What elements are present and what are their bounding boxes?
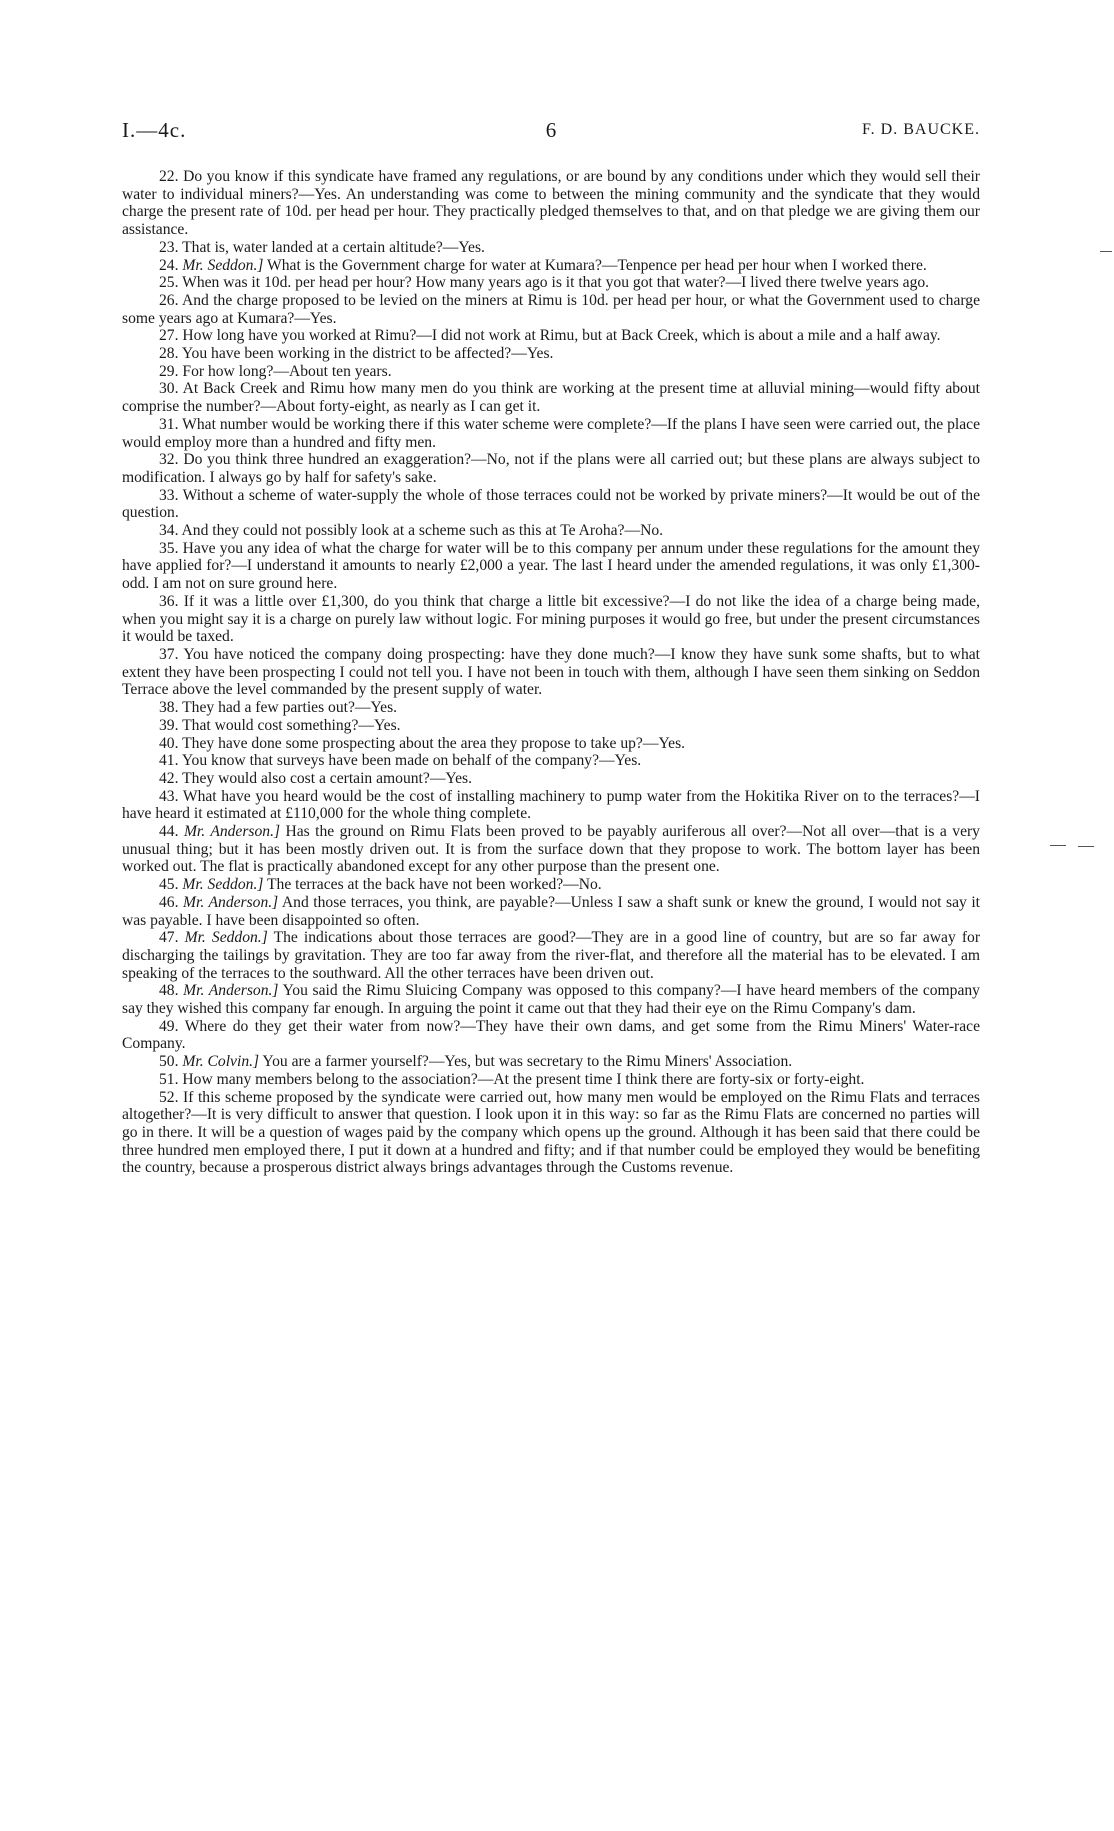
question-answer xyxy=(122,735,980,753)
question-answer xyxy=(122,982,980,1017)
margin-mark xyxy=(1078,846,1094,847)
question-text: The indications about those terraces are good?—They are in a good line of country, but are so far away for discharging the tailings by gravitation. They are too far away from the river-flat, and therefore all the material has to be elevated. I am speaking of the terraces to the southward. All the other terraces have been driven out. xyxy=(122,929,981,982)
question-answer xyxy=(122,1018,980,1053)
question-text: At Back Creek and Rimu how many men do you think are working at the present time at alluvial mining—would fifty about comprise the number?—About forty-eight, as nearly as I can get it. xyxy=(122,380,980,416)
question-number: 45. xyxy=(159,876,179,894)
question-text: If it was a little over £1,300, do you think that charge a little bit excessive?—I do not like the idea of a charge being made, when you might say it is a charge on purely law without logic. For mining purposes it would go free, but under the present circumstances it would be taxed. xyxy=(122,592,980,646)
question-number: 36. xyxy=(159,592,179,610)
question-number: 51. xyxy=(159,1070,179,1088)
question-answer xyxy=(122,292,980,327)
question-number: 31. xyxy=(159,415,179,433)
question-answer xyxy=(122,717,980,735)
question-text: Do you think three hundred an exaggeration?—No, not if the plans were all carried out; but these plans are always subject to modification. I always go by half for safety's sake. xyxy=(122,451,980,486)
question-text: You have been working in the district to be affected?—Yes. xyxy=(181,345,554,363)
questioner: Mr. Anderson.] xyxy=(183,823,281,841)
question-answer xyxy=(122,1071,980,1089)
margin-mark xyxy=(1050,845,1066,846)
question-number: 32. xyxy=(159,451,179,469)
questioner: Mr. Seddon.] xyxy=(182,256,264,274)
question-number: 37. xyxy=(159,645,179,663)
margin-mark xyxy=(1100,251,1112,252)
question-answer xyxy=(122,540,980,593)
question-answer xyxy=(122,239,980,257)
question-answer xyxy=(122,487,980,522)
question-number: 41. xyxy=(159,752,179,770)
questioner: Mr. Anderson.] xyxy=(183,893,279,911)
question-number: 23. xyxy=(159,238,179,256)
question-number: 38. xyxy=(159,699,179,717)
question-answer xyxy=(122,1089,980,1178)
question-text: You know that surveys have been made on behalf of the company?—Yes. xyxy=(181,752,642,770)
question-text: That is, water landed at a certain altitude?—Yes. xyxy=(182,238,485,256)
document-reference: I.—4c. xyxy=(122,118,187,142)
question-answer xyxy=(122,752,980,770)
question-number: 44. xyxy=(159,823,179,841)
question-answer xyxy=(122,274,980,292)
question-text: Have you any idea of what the charge for water will be to this company per annum under these regulations for the amount they have applied for?—I understand it amounts to nearly £2,000 a year. The last I heard under the amended regulations, it was only £1,300-odd. I am not on sure ground here. xyxy=(122,539,980,593)
question-text: That would cost something?—Yes. xyxy=(182,716,401,734)
question-answer xyxy=(122,876,980,894)
question-answer xyxy=(122,593,980,646)
question-text: When was it 10d. per head per hour? How many years ago is it that you got that water?—I lived there twelve years ago. xyxy=(182,274,930,292)
question-answer xyxy=(122,1053,980,1071)
question-number: 49. xyxy=(159,1017,179,1035)
question-number: 35. xyxy=(159,539,179,557)
question-number: 22. xyxy=(159,168,179,185)
question-number: 46. xyxy=(159,893,179,911)
question-text: You said the Rimu Sluicing Company was opposed to this company?—I have heard members of the company say they wished this company far enough. In arguing the point it came out that they had their eye on the Rimu Company's dam. xyxy=(122,982,980,1018)
question-number: 48. xyxy=(159,982,179,1000)
questioner: Mr. Colvin.] xyxy=(182,1053,260,1071)
question-answer xyxy=(122,451,980,486)
question-answer xyxy=(122,327,980,345)
witness-name: F. D. BAUCKE. xyxy=(862,121,980,138)
questioner: Mr. Anderson.] xyxy=(183,982,279,1000)
question-text: You have noticed the company doing prospecting: have they done much?—I know they have sunk some shafts, but to what extent they have been prospecting I could not tell you. I have not been in touch with them, although I have seen them sinking on Seddon Terrace above the level commanded by the present supply of water. xyxy=(122,645,980,699)
question-answer xyxy=(122,363,980,381)
question-text: Has the ground on Rimu Flats been proved to be payably auriferous all over?—Not all over—that is a very unusual thing; but it has been mostly driven out. It is from the surface down that they propose to work. The bottom layer has been worked out. The flat is practically abandoned except for any other purpose than the present one. xyxy=(122,823,980,876)
question-text: What number would be working there if this water scheme were complete?—If the plans I have seen were carried out, the place would employ more than a hundred and fifty men. xyxy=(122,415,980,451)
question-answer xyxy=(122,823,980,876)
question-text: Do you know if this syndicate have framed any regulations, or are bound by any conditions under which they would sell their water to individual miners?—Yes. An understanding was come to between the mining community and the syndicate that they would charge the present rate of 10d. per head per hour. They practically pledged themselves to that, and on that pledge we are giving them our assistance. xyxy=(122,168,980,239)
question-answer xyxy=(122,380,980,415)
question-number: 28. xyxy=(159,345,179,363)
question-text: And the charge proposed to be levied on the miners at Rimu is 10d. per head per hour, or what the Government used to charge some years ago at Kumara?—Yes. xyxy=(122,291,980,327)
question-text: Where do they get their water from now?—They have their own dams, and get some from the Rimu Miners' Water-race Company. xyxy=(122,1017,980,1053)
question-number: 27. xyxy=(159,327,179,345)
question-answer xyxy=(122,345,980,363)
question-answer xyxy=(122,929,980,982)
question-number: 43. xyxy=(159,787,179,805)
page-header xyxy=(122,118,980,148)
question-number: 47. xyxy=(159,929,179,947)
question-text: How long have you worked at Rimu?—I did not work at Rimu, but at Back Creek, which is about a mile and a half away. xyxy=(182,327,941,345)
question-answer xyxy=(122,646,980,699)
question-text: You are a farmer yourself?—Yes, but was secretary to the Rimu Miners' Association. xyxy=(262,1053,793,1071)
questioner: Mr. Seddon.] xyxy=(184,929,268,947)
question-answer xyxy=(122,168,980,239)
question-answer xyxy=(122,522,980,540)
question-answer xyxy=(122,894,980,929)
question-text: They had a few parties out?—Yes. xyxy=(182,699,398,717)
evidence-text xyxy=(122,168,980,1177)
question-number: 50. xyxy=(159,1053,179,1071)
question-number: 40. xyxy=(159,734,179,752)
question-number: 42. xyxy=(159,769,179,787)
question-text: Without a scheme of water-supply the whole of those terraces could not be worked by private miners?—It would be out of the question. xyxy=(122,486,980,522)
question-answer xyxy=(122,788,980,823)
page-number: 6 xyxy=(545,118,557,142)
question-number: 29. xyxy=(159,362,179,380)
question-text: What have you heard would be the cost of installing machinery to pump water from the Hokitika River on to the terraces?—I have heard it estimated at £110,000 for the whole thing complete. xyxy=(122,787,980,823)
question-text: And they could not possibly look at a scheme such as this at Te Aroha?—No. xyxy=(181,522,664,540)
questioner: Mr. Seddon.] xyxy=(182,876,264,894)
question-answer xyxy=(122,257,980,275)
question-text: For how long?—About ten years. xyxy=(182,362,392,380)
question-text: What is the Government charge for water at Kumara?—Tenpence per head per hour when I worked there. xyxy=(267,256,927,274)
question-number: 33. xyxy=(159,486,179,504)
question-number: 24. xyxy=(159,256,179,274)
question-text: How many members belong to the association?—At the present time I think there are forty-six or forty-eight. xyxy=(182,1070,865,1088)
question-number: 39. xyxy=(159,716,179,734)
question-number: 52. xyxy=(159,1088,179,1106)
question-text: If this scheme proposed by the syndicate were carried out, how many men would be employed on the Rimu Flats and terraces altogether?—It is very difficult to answer that question. I look upon it in this way: so far as the Rimu Flats are concerned no parties will go in there. It will be a question of wages paid by the company which opens up the ground. Although it has been said that there could be three hundred men employed there, I put it down at a hundred and fifty; and if that number could be employed they would be benefiting the country, because a prosperous district always brings advantages through the Customs revenue. xyxy=(122,1088,980,1177)
question-number: 30. xyxy=(159,380,179,398)
question-text: And those terraces, you think, are payable?—Unless I saw a shaft sunk or knew the ground, I would not say it was payable. I have been disappointed so often. xyxy=(122,893,980,929)
question-answer xyxy=(122,699,980,717)
question-answer xyxy=(122,770,980,788)
question-number: 34. xyxy=(159,522,179,540)
question-text: They have done some prospecting about the area they propose to take up?—Yes. xyxy=(182,734,686,752)
question-number: 26. xyxy=(159,291,179,309)
question-text: They would also cost a certain amount?—Yes. xyxy=(182,769,472,787)
question-answer xyxy=(122,416,980,451)
question-text: The terraces at the back have not been worked?—No. xyxy=(267,876,602,894)
question-number: 25. xyxy=(159,274,179,292)
